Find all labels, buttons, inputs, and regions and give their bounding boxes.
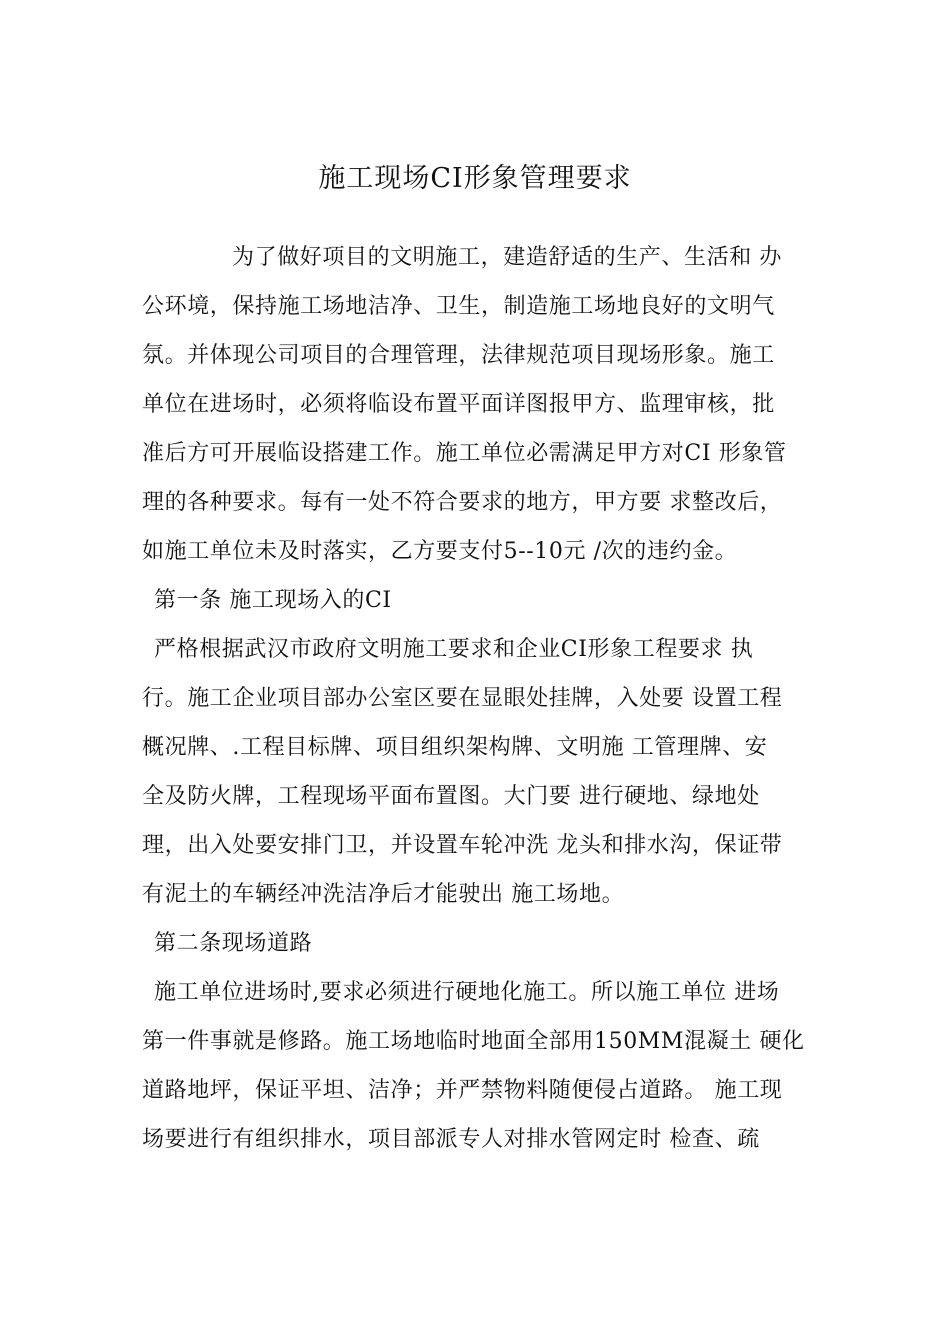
- paragraph-line: 准后方可开展临设搭建工作。施工单位必需满足甲方对CI 形象管: [142, 441, 787, 466]
- paragraph-line: 理，出入处要安排门卫，并设置车轮冲洗 龙头和排水沟，保证带: [142, 833, 783, 858]
- paragraph-line: 有泥土的车辆经冲洗洁净后才能驶出 施工场地。: [142, 882, 625, 907]
- paragraph-line: 概况牌、.工程目标牌、项目组织架构牌、文明施 工管理牌、安: [142, 735, 768, 760]
- paragraph-line: 第一件事就是修路。施工场地临时地面全部用150MM混凝土 硬化: [142, 1029, 805, 1054]
- paragraph-line: 氛。并体现公司项目的合理管理，法律规范项目现场形象。施工: [142, 343, 775, 368]
- paragraph-line: 如施工单位未及时落实，乙方要支付5--10元 /次的违约金。: [142, 539, 738, 564]
- paragraph-line: 公环境，保持施工场地洁净、卫生，制造施工场地良好的文明气: [142, 294, 775, 319]
- paragraph-line: 道路地坪，保证平坦、洁净；并严禁物料随便侵占道路。 施工现: [142, 1078, 783, 1103]
- paragraph-line: 施工单位进场时,要求必须进行硬地化施工。所以施工单位 进场: [154, 980, 780, 1005]
- paragraph-line: 行。施工企业项目部办公室区要在显眼处挂牌，入处要 设置工程: [142, 686, 783, 711]
- paragraph-line: 理的各种要求。每有一处不符合要求的地方，甲方要 求整改后，: [142, 490, 783, 515]
- document-title: 施工现场CI形象管理要求: [318, 163, 632, 194]
- paragraph-line: 单位在进场时，必须将临设布置平面详图报甲方、监理审核，批: [142, 392, 775, 417]
- section-heading: 第一条 施工现场入的CI: [154, 588, 392, 613]
- paragraph-line: 全及防火牌，工程现场平面布置图。大门要 进行硬地、绿地处: [142, 784, 760, 809]
- paragraph-line: 严格根据武汉市政府文明施工要求和企业CI形象工程要求 执: [154, 637, 754, 662]
- section-heading: 第二条现场道路: [154, 931, 313, 956]
- paragraph-line: 为了做好项目的文明施工，建造舒适的生产、生活和 办: [232, 245, 782, 270]
- paragraph-line: 场要进行有组织排水，项目部派专人对排水管网定时 检查、疏: [142, 1127, 760, 1152]
